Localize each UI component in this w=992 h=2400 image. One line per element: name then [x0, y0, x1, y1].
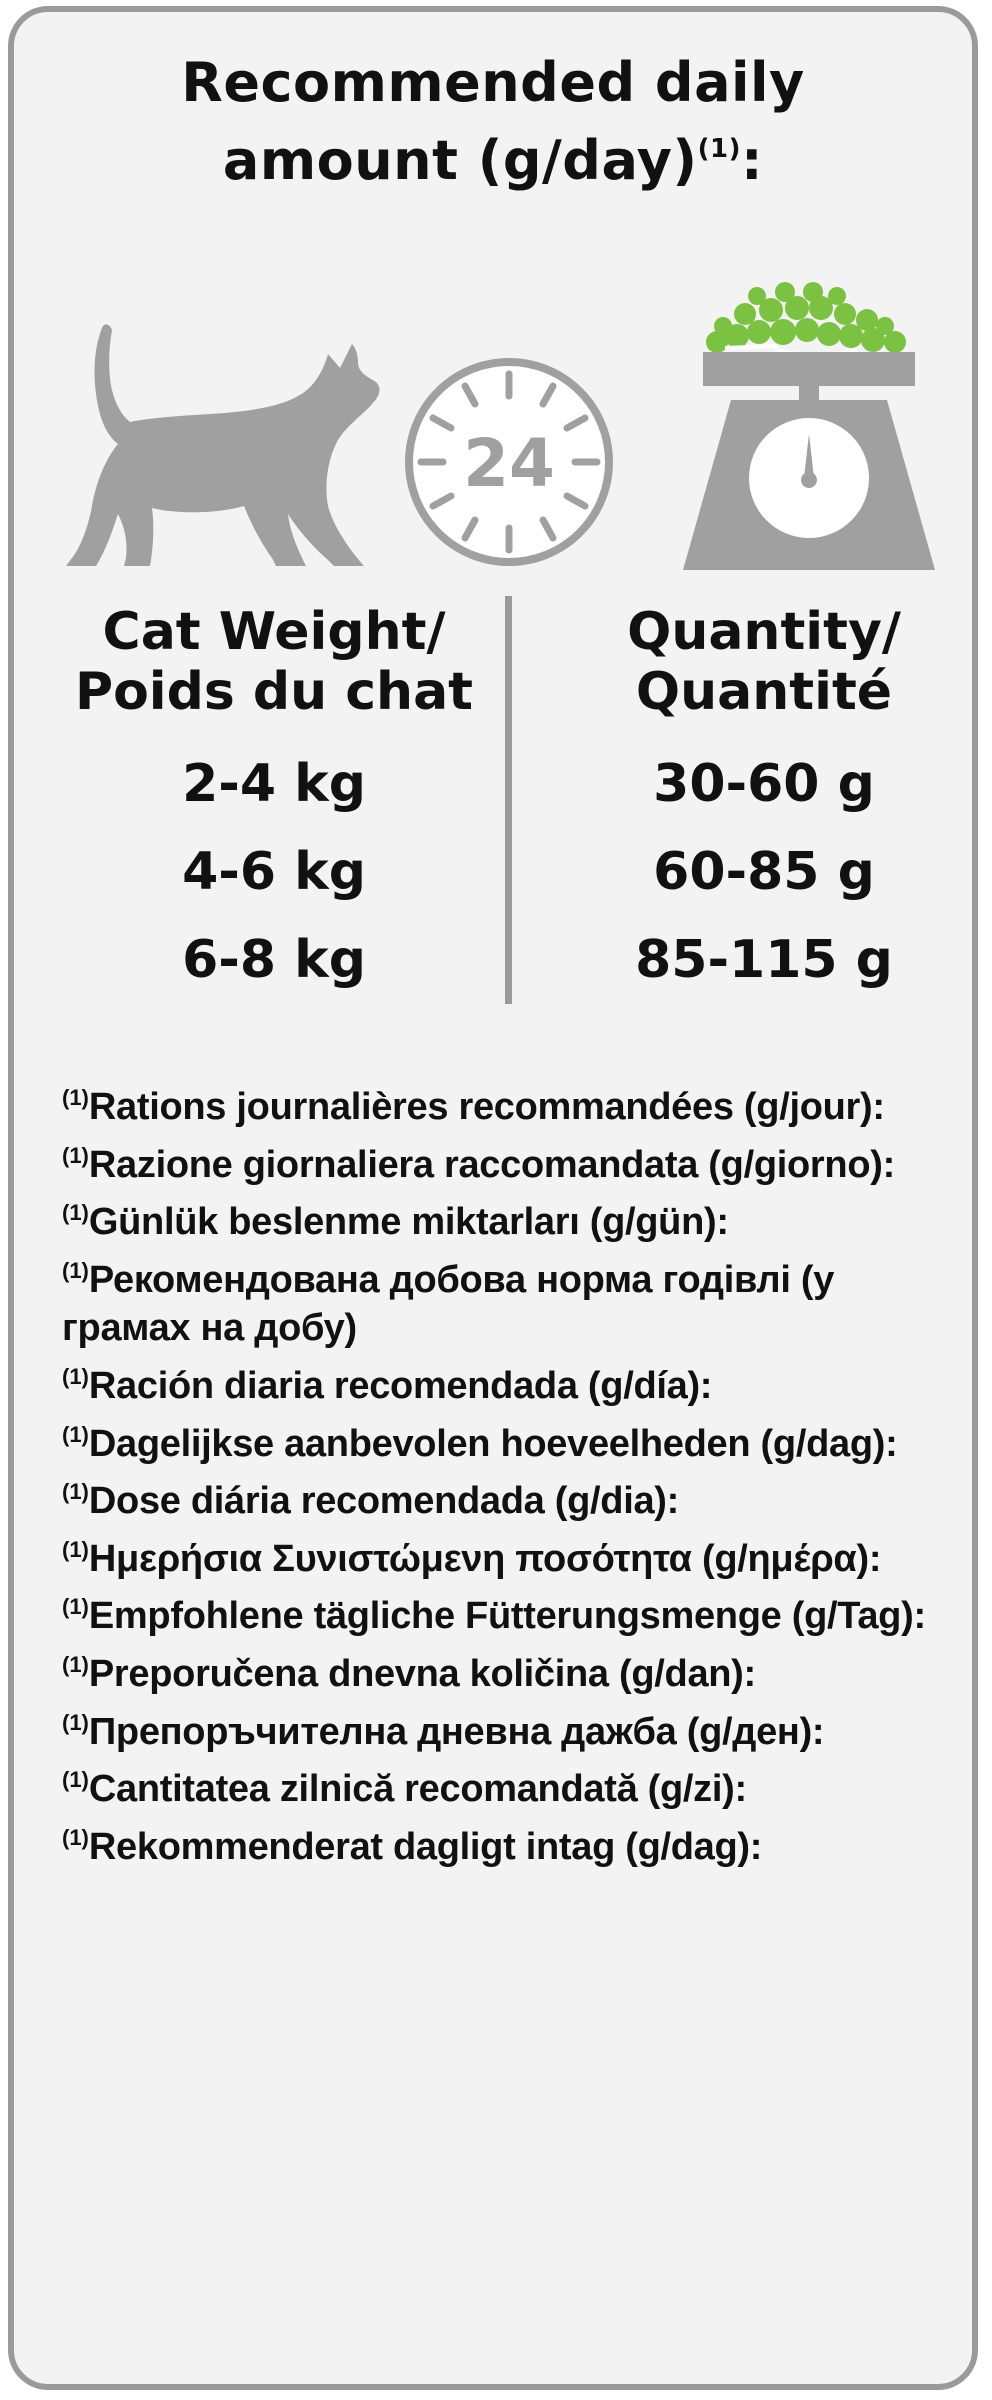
footnote-marker: (1): [62, 1594, 89, 1620]
footnote-spanish: [62, 1353, 962, 1411]
clock-label: 24: [463, 425, 555, 502]
cat-weight-header: [54, 602, 494, 722]
footnote-marker: (1): [62, 1479, 89, 1505]
feeding-guide-panel: [8, 6, 978, 2390]
footnote-marker: (1): [62, 1200, 89, 1226]
quantity-header: [544, 602, 984, 722]
kibble-green-icon: [706, 282, 906, 353]
footnote-text: Rations journalières recommandées (g/jour):: [88, 1086, 885, 1128]
quantity-cell: 85-115 g: [635, 930, 893, 990]
footnote-marker: (1): [62, 1363, 89, 1389]
footnote-german: [62, 1583, 962, 1641]
title-line-2: [14, 116, 972, 194]
quantity-header-line-2: Quantité: [635, 662, 893, 722]
quantity-header-line-1: Quantity/: [627, 602, 901, 662]
footnote-marker: (1): [62, 1421, 89, 1447]
footnote-marker: (1): [62, 1142, 89, 1168]
footnote-text: Ημερήσια Συνιστώμενη ποσότητα (g/ημέρα):: [88, 1537, 882, 1580]
footnote-swedish: [62, 1814, 962, 1872]
kitchen-scale-with-food-icon: [679, 282, 939, 574]
footnote-text: Cantitatea zilnică recomandată (g/zi):: [88, 1768, 747, 1811]
cat-silhouette-icon: [66, 318, 386, 570]
footnote-french: [62, 1074, 962, 1132]
footnote-marker: (1): [62, 1767, 89, 1793]
footnote-text: Empfohlene tägliche Fütterungsmenge (g/Tag):: [88, 1595, 926, 1638]
weight-cell: 4-6 kg: [182, 842, 366, 902]
cat-weight-header-line-2: Poids du chat: [74, 662, 474, 722]
quantity-cell: 30-60 g: [653, 754, 875, 814]
cat-weight-header-line-1: Cat Weight/: [102, 602, 446, 662]
footnote-marker: (1): [62, 1085, 89, 1110]
footnote-ukrainian: [62, 1247, 962, 1353]
footnote-text: Dagelijkse aanbevolen hoeveelheden (g/dag):: [88, 1422, 898, 1465]
footnote-text: Preporučena dnevna količina (g/dan):: [88, 1652, 756, 1695]
footnote-greek: [62, 1526, 962, 1584]
footnote-italian: [62, 1132, 962, 1190]
24-hour-clock-icon: [399, 352, 619, 572]
footnote-dutch: [62, 1411, 962, 1469]
footnote-bulgarian: [62, 1699, 962, 1757]
title-colon: :: [740, 129, 764, 192]
weight-cell: 6-8 kg: [182, 930, 366, 990]
title-footnote-marker: (1): [697, 134, 741, 164]
footnote-marker: (1): [62, 1709, 89, 1735]
footnote-marker: (1): [62, 1824, 89, 1850]
column-divider: [505, 596, 512, 1004]
title-line-1: Recommended daily: [181, 51, 805, 114]
quantity-column: [544, 602, 984, 990]
footnote-text: Рекомендована добова норма годівлі (у грамах на добу): [62, 1258, 835, 1350]
footnote-marker: (1): [62, 1536, 89, 1562]
footnote-text: Rekommenderat dagligt intag (g/dag):: [88, 1825, 763, 1868]
footnote-text: Razione giornaliera raccomandata (g/giorno):: [88, 1143, 895, 1186]
footnote-text: Ración diaria recomendada (g/día):: [88, 1364, 713, 1407]
footnote-turkish: [62, 1189, 962, 1247]
footnote-marker: (1): [62, 1257, 89, 1283]
footnote-croatian: [62, 1641, 962, 1699]
footnote-portuguese: [62, 1468, 962, 1526]
footnote-text: Günlük beslenme miktarları (g/gün):: [88, 1201, 729, 1244]
quantity-cell: 60-85 g: [653, 842, 875, 902]
footnote-text: Dose diária recomendada (g/dia):: [88, 1480, 679, 1523]
footnote-marker: (1): [62, 1651, 89, 1677]
title-line-2-text: amount (g/day): [222, 129, 698, 192]
footnote-text: Препоръчителна дневна дажба (g/ден):: [88, 1710, 825, 1753]
footnote-romanian: [62, 1756, 962, 1814]
page-title: [14, 50, 972, 194]
translation-footnotes: [62, 1074, 962, 1871]
cat-weight-column: [54, 602, 494, 990]
weight-cell: 2-4 kg: [182, 754, 366, 814]
